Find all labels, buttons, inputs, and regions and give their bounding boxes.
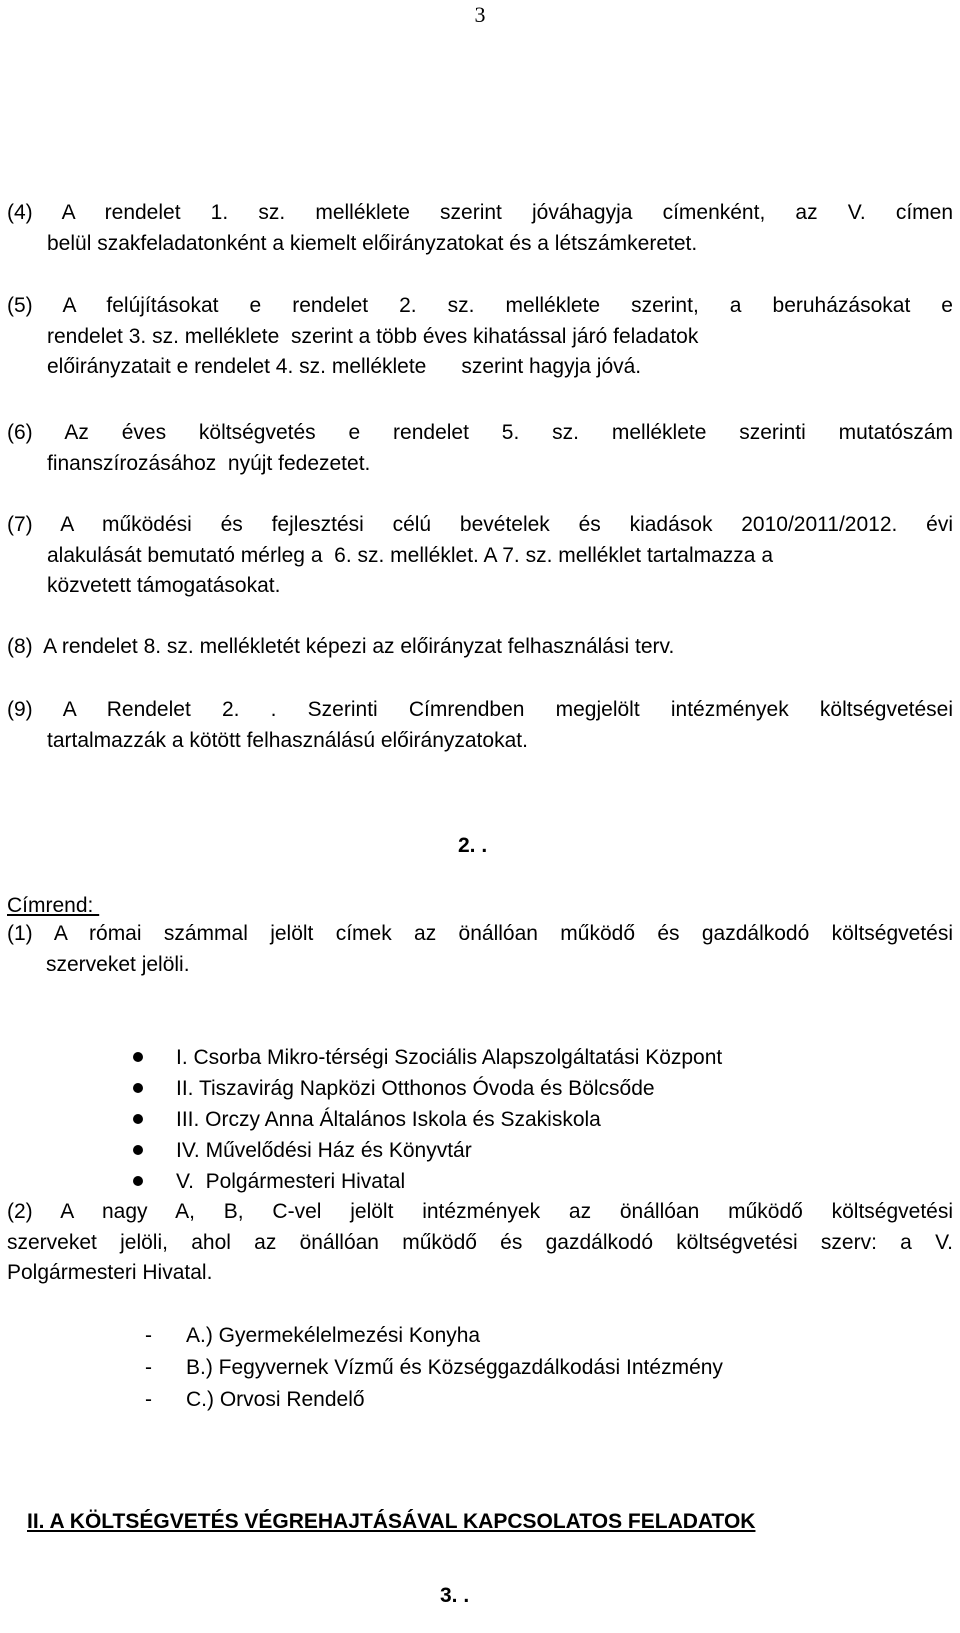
title-name: IV. Művelődési Ház és Könyvtár xyxy=(176,1139,472,1162)
dash-marker: - xyxy=(145,1388,152,1411)
paragraph-4 xyxy=(7,198,953,259)
title-name: III. Orczy Anna Általános Iskola és Szakiskola xyxy=(176,1108,601,1131)
subunit-name: A.) Gyermekélelmezési Konyha xyxy=(186,1324,481,1347)
paragraph-line: (8) A rendelet 8. sz. mellékletét képezi az előirányzat felhasználási terv. xyxy=(7,635,675,658)
page-number: 3 xyxy=(474,2,486,27)
bullet-icon xyxy=(133,1052,143,1062)
paragraph-line: közvetett támogatásokat. xyxy=(47,574,281,597)
list-item xyxy=(0,1166,722,1197)
list-item xyxy=(0,1073,722,1104)
subunit-name: C.) Orvosi Rendelő xyxy=(186,1388,365,1411)
paragraph-line: finanszírozásához nyújt fedezetet. xyxy=(47,451,371,475)
paragraph-line: Polgármesteri Hivatal. xyxy=(7,1261,213,1284)
paragraph-title-1 xyxy=(7,919,953,980)
paragraph-line: rendelet 3. sz. melléklete szerint a több éves kihatással járó feladatok xyxy=(47,324,699,348)
list-item xyxy=(0,1320,723,1352)
section-3-title: 3. . xyxy=(440,1584,470,1607)
paragraph-line: (4) A rendelet 1. sz. melléklete szerint jóváhagyja címenként, az V. címen xyxy=(7,201,953,224)
chapter-heading: II. A KÖLTSÉGVETÉS VÉGREHAJTÁSÁVAL KAPCSOLATOS FELADATOK xyxy=(27,1510,756,1533)
paragraph-line: előirányzatait e rendelet 4. sz. melléklete szerint hagyja jóvá. xyxy=(47,355,642,378)
title-name: V. Polgármesteri Hivatal xyxy=(176,1170,406,1193)
cimrend-label: Címrend: xyxy=(7,894,100,917)
dash-marker: - xyxy=(145,1356,152,1379)
subunit-list xyxy=(0,1320,723,1416)
bullet-icon xyxy=(133,1176,143,1186)
paragraph-line: alakulását bemutató mérleg a 6. sz. melléklet. A 7. sz. melléklet tartalmazza a xyxy=(47,543,773,567)
section-2-title: 2. . xyxy=(458,834,488,857)
paragraph-line: (5) A felújításokat e rendelet 2. sz. melléklete szerint, a beruházásokat e xyxy=(7,294,953,317)
dash-marker: - xyxy=(145,1324,152,1347)
bullet-icon xyxy=(133,1145,143,1155)
paragraph-title-2 xyxy=(7,1197,953,1289)
bullet-icon xyxy=(133,1114,143,1124)
paragraph-9 xyxy=(7,695,953,756)
paragraph-line: tartalmazzák a kötött felhasználású előirányzatokat. xyxy=(47,728,528,752)
title-list xyxy=(0,1042,722,1197)
paragraph-5 xyxy=(7,291,953,383)
title-name: I. Csorba Mikro-térségi Szociális Alapszolgáltatási Központ xyxy=(176,1046,723,1069)
list-item xyxy=(0,1104,722,1135)
paragraph-line: (2) A nagy A, B, C-vel jelölt intézmények az önállóan működő költségvetési xyxy=(7,1200,953,1223)
paragraph-line: szerveket jelöli, ahol az önállóan működő és gazdálkodó költségvetési szerv: a V. xyxy=(7,1230,953,1254)
paragraph-line: (1) A római számmal jelölt címek az önállóan működő és gazdálkodó költségvetési xyxy=(7,922,953,945)
list-item xyxy=(0,1352,723,1384)
list-item xyxy=(0,1135,722,1166)
paragraph-7 xyxy=(7,510,953,602)
bullet-icon xyxy=(133,1083,143,1093)
paragraph-line: belül szakfeladatonként a kiemelt előirányzatokat és a létszámkeretet. xyxy=(47,231,698,255)
paragraph-8 xyxy=(7,632,674,663)
paragraph-line: (9) A Rendelet 2. . Szerinti Címrendben megjelölt intézmények költségvetései xyxy=(7,698,953,721)
paragraph-line: (7) A működési és fejlesztési célú bevételek és kiadások 2010/2011/2012. évi xyxy=(7,513,953,536)
paragraph-6 xyxy=(7,418,953,479)
paragraph-line: (6) Az éves költségvetés e rendelet 5. sz. melléklete szerinti mutatószám xyxy=(7,421,953,444)
paragraph-line: szerveket jelöli. xyxy=(46,952,190,976)
list-item xyxy=(0,1384,723,1416)
list-item xyxy=(0,1042,722,1073)
title-name: II. Tiszavirág Napközi Otthonos Óvoda és Bölcsőde xyxy=(176,1077,655,1100)
subunit-name: B.) Fegyvernek Vízmű és Községgazdálkodási Intézmény xyxy=(186,1356,723,1379)
